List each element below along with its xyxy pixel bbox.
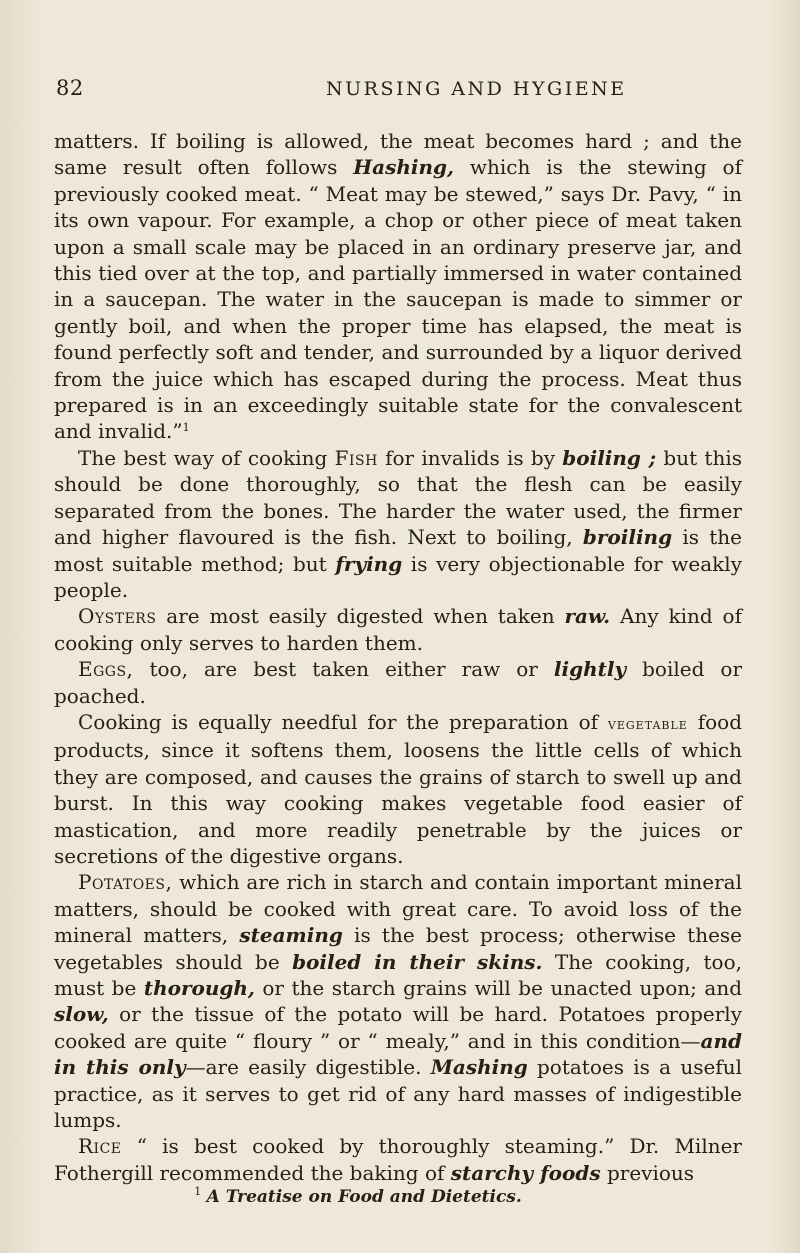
text-run: for invalids is by — [377, 445, 563, 470]
paragraph-potatoes — [54, 869, 742, 1133]
paragraph-hashing — [54, 128, 742, 445]
emphasis: raw. — [564, 604, 611, 629]
emphasis: Hashing, — [353, 155, 455, 180]
text-run: “ is best cooked by thoroughly steaming.” Dr. Milner Fothergill recommended the baking of — [54, 1134, 742, 1185]
text-run: or the starch grains will be unacted upon; and — [254, 976, 743, 1000]
text-run: too, are best taken either raw or — [133, 657, 554, 682]
text-run: potatoes is a useful practice, as it serves to get rid of any hard masses of indigestible lumps. — [54, 1055, 742, 1133]
text-run: previous — [600, 1160, 695, 1185]
text-run: boiled or poached. — [54, 657, 742, 708]
paragraph-vegetable — [54, 709, 742, 869]
footnote-marker: 1 — [194, 1185, 202, 1199]
footnote-reference: 1 — [182, 421, 190, 435]
emphasis: Mashing — [430, 1055, 528, 1080]
body-text — [54, 128, 742, 1208]
text-run: matters. If boiling is allowed, the meat becomes hard ; and the same result often follows — [54, 129, 742, 180]
text-run: —are easily digestible. — [185, 1055, 431, 1080]
text-run: The cooking, too, must be — [54, 949, 742, 1000]
emphasis: and in this only — [54, 1028, 742, 1080]
footnote-title: A Treatise on Food and Dietetics. — [206, 1187, 522, 1208]
text-run: which are rich in starch and contain important mineral matters, should be cooked with great care. To avoid loss of the mineral matters, — [54, 870, 742, 948]
small-caps-term: Eggs, — [78, 657, 134, 682]
paragraph-eggs — [54, 656, 742, 709]
emphasis: starchy foods — [450, 1160, 601, 1185]
text-run: but this should be done thoroughly, so that the flesh can be easily separated from the bones. The harder the water used, the firmer and higher flavoured is the fish. Next to boiling, — [54, 445, 742, 550]
text-run: is the most suitable method; but — [54, 525, 742, 576]
small-caps-term: Rice — [78, 1134, 122, 1159]
small-caps-term: vegetable — [607, 713, 688, 733]
emphasis: thorough, — [143, 976, 255, 1000]
small-caps-term: Fish — [334, 445, 378, 470]
footnote — [54, 1186, 742, 1208]
page-header — [56, 76, 728, 106]
text-run: food products, since it softens them, loosens the little cells of which they are composed, and causes the grains of starch to swell up and burst. In this way cooking makes vegetable food easier of mastication, and more readily penetrable by the juices or secretions of the digestive organs. — [54, 709, 742, 868]
paragraph-rice — [54, 1133, 742, 1186]
emphasis: boiling ; — [562, 445, 657, 470]
text-run: or the tissue of the potato will be hard. Potatoes properly cooked are quite “ floury ” or “ mealy,” and in this condition— — [54, 1002, 742, 1053]
running-title: NURSING AND HYGIENE — [326, 78, 627, 100]
text-run: The best way of cooking — [78, 445, 335, 470]
text-run: Any kind of cooking only serves to harden them. — [54, 604, 742, 655]
emphasis: frying — [335, 551, 403, 576]
text-run: Cooking is equally needful for the preparation of — [78, 709, 608, 734]
page-number: 82 — [56, 76, 84, 100]
paragraph-fish — [54, 445, 742, 603]
text-run: which is the stewing of previously cooked meat. “ Meat may be stewed,” says Dr. Pavy, “ in its own vapour. For example, a chop or other piece of meat taken upon a small scale may be placed in an ordinary preserve jar, and this tied over at the top, and partially immersed in water contained in a saucepan. The water in the saucepan is made to simmer or gently boil, and when the proper time has elapsed, the meat is found perfectly soft and tender, and surrounded by a liquor derived from the juice which has escaped during the process. Meat thus prepared is in an exceedingly suitable state for the convalescent and invalid.” — [54, 155, 742, 444]
emphasis: slow, — [54, 1002, 109, 1027]
text-run: are most easily digested when taken — [156, 604, 565, 629]
emphasis: broiling — [582, 525, 673, 550]
text-run: is the best process; otherwise these vegetables should be — [54, 923, 743, 974]
small-caps-term: Oysters — [78, 604, 157, 629]
text-run: is very objectionable for weakly people. — [54, 551, 742, 602]
emphasis: lightly — [553, 657, 627, 682]
emphasis: boiled in their skins. — [292, 949, 543, 974]
paragraph-oysters — [54, 603, 742, 656]
small-caps-term: Potatoes, — [78, 870, 173, 895]
emphasis: steaming — [239, 923, 343, 948]
